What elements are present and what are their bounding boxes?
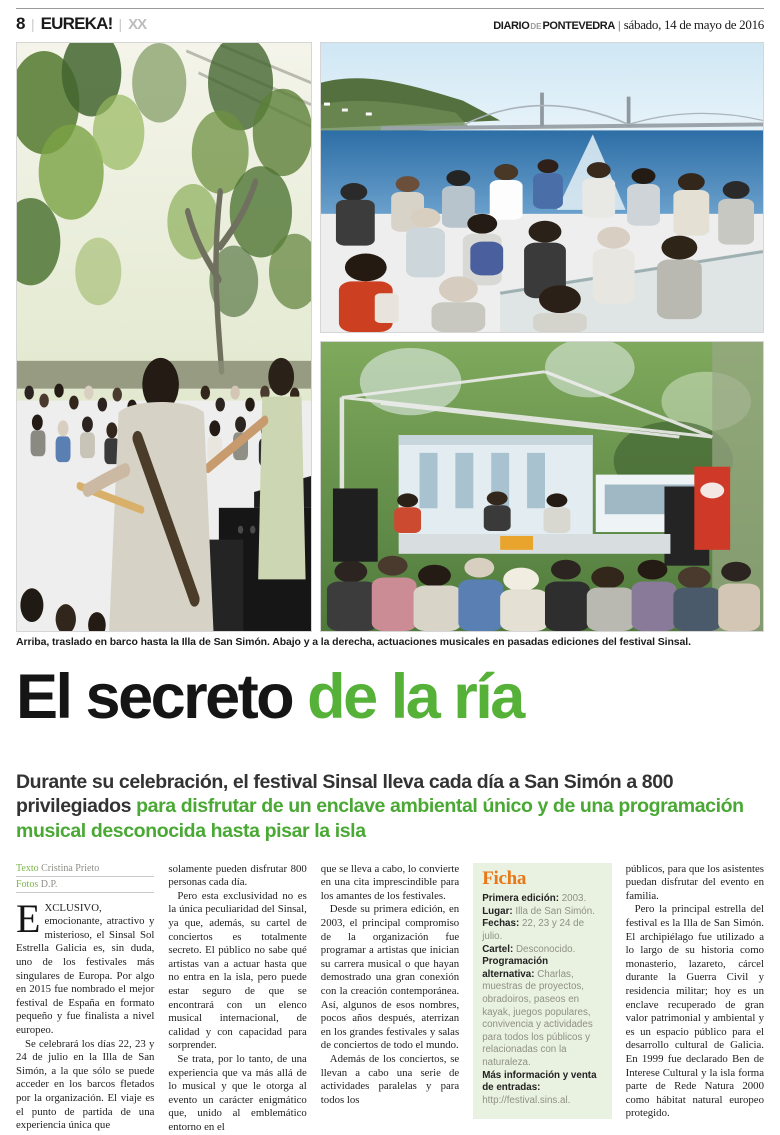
paragraph: Pero la principal estrella del festival es la Illa de San Simón. El archipiélago fue utilizado a lo largo de su historia como monasterio, lazareto, cárcel durante la Guerra Civil y residencia militar; hoy es un enclave recuperado de gran valor patrimonial y ambiental y es un espacio público para el desarrollo cultural de Galicia. En 1999 fue declarado Ben de Interese Cultural y la isla forma parte de Rede Natura 2000 como hábitat natural europeo protegido. [625, 903, 764, 1120]
page-number: 8 [16, 14, 25, 33]
paper-name-diario: DIARIO [493, 20, 530, 32]
body-column-4 [473, 863, 611, 1135]
drop-cap: E [16, 895, 41, 941]
ficha-row-cartel: Cartel: Desconocido. [482, 943, 576, 955]
concert-photo-illustration [17, 43, 311, 631]
body-column-3 [321, 863, 459, 1135]
deck [16, 770, 764, 843]
deck-green: para disfrutar de un enclave ambiental único y de una programación musical desconocida hasta pisar la isla [16, 795, 744, 842]
paper-name-pontevedra: PONTEVEDRA [542, 20, 615, 32]
divider: | [30, 16, 35, 32]
divider: | [118, 16, 123, 32]
section-mark: XX [128, 16, 147, 33]
section-title: EUREKA! [40, 14, 113, 33]
paper-dateline [493, 17, 764, 33]
ficha-row-fechas: Fechas: 22, 23 y 24 de julio. [482, 918, 585, 943]
photo-concert-tree [16, 42, 312, 632]
ficha-row-programacion: Programación alternativa: Charlas, muestras de proyectos, obradoiros, paseos en kayak, juegos populares, convivencia y actividades para todos los públicos y relacionadas con la naturaleza. [482, 956, 593, 1068]
festival-url-link[interactable]: http://festival.sins.al. [482, 1094, 571, 1106]
body-column-5 [626, 863, 764, 1135]
newspaper-page [16, 0, 764, 1135]
ficha-row-primera-edicion: Primera edición: 2003. [482, 893, 587, 905]
page-header [16, 8, 764, 34]
byline-text-label: Texto [16, 862, 39, 874]
byline-photos-label: Fotos [16, 878, 39, 890]
byline-photos [16, 879, 154, 893]
issue-date: sábado, 14 de mayo de 2016 [623, 17, 764, 32]
ficha-title: Ficha [482, 867, 527, 889]
photo-boat-to-island [320, 42, 764, 333]
paragraph: Se celebrará los días 22, 23 y 24 de julio en la Illa de San Simón, a la que sólo se puede acceder en los barcos fletados por la organización. El viaje es el punto de partida de una experiencia única que [16, 1037, 155, 1132]
ficha-row-lugar: Lugar: Illa de San Simón. [482, 905, 595, 917]
headline [16, 662, 764, 732]
paragraph: Se trata, por lo tanto, de una experiencia que va más allá de lo musical y que le otorga al evento un carácter enigmático que, unido al emblemático entorno en el [168, 1052, 307, 1133]
paragraph: EXCLUSIVO, emocionante, atractivo y misterioso, el Sinsal Sol Estrella Galicia es, sin duda, uno de los festivales más singulares de Europa. Por algo en 2015 fue nombrado el mejor festival de España en formato pequeño y fue finalista a nivel europeo. [16, 895, 155, 1037]
paragraph: que se lleva a cabo, lo convierte en una cita imprescindible para los amantes de los festivales. [320, 862, 460, 902]
ficha-row-info-entradas: Más información y venta de entradas: http://festival.sins.al. [482, 1069, 597, 1106]
photo-caption: Arriba, traslado en barco hasta la Illa de San Simón. Abajo y a la derecha, actuaciones musicales en pasadas ediciones del festival Sinsal. [16, 636, 691, 648]
headline-green: de la ría [292, 662, 523, 732]
byline-photos-value: D.P. [38, 878, 58, 890]
paragraph: públicos, para que los asistentes puedan disfrutar del evento en familia. [625, 862, 764, 902]
article-body [16, 863, 764, 1135]
byline-text [16, 863, 154, 877]
ficha-box [473, 863, 611, 1120]
paragraph: Además de los conciertos, se llevan a cabo una serie de actividades paralelas y para todos los [320, 1052, 460, 1106]
byline [16, 863, 154, 893]
divider: | [617, 20, 621, 32]
stage-photo-illustration [321, 342, 763, 631]
photo-stage-island [320, 341, 764, 632]
section-masthead [16, 14, 146, 34]
boat-photo-illustration [321, 43, 763, 332]
byline-text-value: Cristina Prieto [38, 862, 100, 874]
paragraph: Desde su primera edición, en 2003, el principal compromiso de la organización fue programar a artistas que inician su carrera musical o que hayan demostrado una gran conexión con la creación contemporánea. Así, algunos de esos nombres, pocos años después, aterrizan en los grandes festivales y salas de conciertos de todo el mundo. [320, 903, 460, 1052]
photo-grid [16, 42, 764, 632]
deck-black: Durante su celebración, el festival Sinsal lleva cada día a San Simón a 800 privilegiados [16, 771, 674, 818]
headline-black: El secreto [16, 662, 293, 732]
paragraph: solamente pueden disfrutar 800 personas cada día. [168, 862, 307, 889]
body-column-1 [16, 863, 154, 1135]
paper-name-de: DE [530, 22, 542, 31]
body-column-2 [168, 863, 306, 1135]
paragraph: Pero esta exclusividad no es la única peculiaridad del Sinsal, ya que, además, su cartel de conciertos es totalmente secreto. El público no sabe qué artistas van a actuar hasta que no entra en la isla, pero puede estar seguro de que se encontrará con un elenco musical internacional, de calidad y con capacidad para sorprender. [168, 889, 307, 1052]
